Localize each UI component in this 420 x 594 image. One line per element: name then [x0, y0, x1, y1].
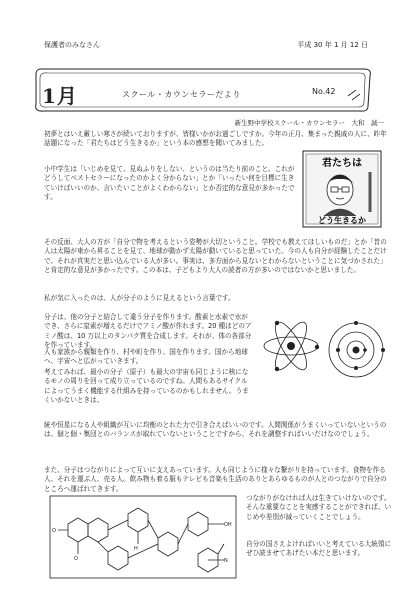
- svg-text:OH: OH: [224, 522, 232, 528]
- paragraph-family: 人も家族から親類を作り、村や町を作り、国を作ります。国から地球へ、宇宙へと広がっていきます。: [44, 348, 248, 366]
- book-title-bottom: どう生きるか: [318, 215, 366, 225]
- paragraph-adults: その反面、大人の方が「自分で物を考えるという姿勢が大切ということ。学校でも教えてほしいものだ」とか「昔の人は太陽が東から昇ることを見て、地球が動かず太陽が動いていると思っていた。今の人も自分が経験したことだけで、それが真実だと思い込んでいる人が多い。事実は、多方面から見ないとわからないということに気づかされた」と肯定的な意見が多かったです。この本は、子どもより大人の読者の方が多いのではないかと思いました。: [44, 238, 387, 274]
- issue-number: No.42: [312, 87, 336, 96]
- author-byline: 新生野中学校スクール・カウンセラー 大和 誠一: [234, 119, 384, 127]
- book-cover-illustration: [302, 150, 382, 228]
- paragraph-intro: 初夢とはいえ厳しい寒さが続いておりますが、皆様いかがお過ごしですか。今年の正月、集まった親戚の人に、昨年話題になった「君たちはどう生きるか」という本の感想を聞いてみました。: [44, 130, 387, 148]
- svg-text:O: O: [52, 528, 56, 534]
- orbit-illustration: [327, 321, 385, 379]
- paragraph-balance: 統や恒星になる人や組織が互いに均衡のとれた力で引き合えばいいのです。人間関係がうまくいっていないというのは、個と個・集団とのバランスが取れていないということですから、それを調整すればいいだけなのでしょう。: [44, 421, 387, 439]
- recipient-line: 保護者のみなさん: [44, 41, 100, 49]
- paragraph-president: 自分の国さえよければいいと考えている大統領にぜひ読ませてあげたい本だと思います。: [246, 540, 392, 558]
- chemical-structure-illustration: [48, 494, 238, 580]
- paragraph-no-bullying: つながりがなければ人は生きていけないのです。そんな重要なことを実感することができれば、いじめや差別が減っていくことでしょう。: [246, 494, 392, 521]
- paragraph-students: 小中学生は「いじめを見て、見ぬふりをしない、というのは当たり前のこと。これがどうしてベストセラーになったのかよく分からない」とか「いったい何を目標に生きていけばいいのか、言いたいことがよくわからない」とか否定的な意見が多かったです。: [44, 165, 295, 201]
- paragraph-molecule: 私が気に入ったのは、人が分子のように見えるという言葉です。: [44, 294, 235, 302]
- paragraph-amino: 分子は、他の分子と結合して違う分子を作ります。酸素と水素で水ができ、さらに窒素が増えるだけでアミノ酸が作れます。20 種ほどのアミノ酸は、10 万以上のタンパク質を合成します。それが、体の各部分を作っています。: [44, 313, 252, 349]
- paragraph-connection: また、分子はつながりによって互いに支えあっています。人も同じように様々な繋がりを持っています。食物を作る人、それを運ぶ人、売る人。飲み物も着る服もテレビも音楽も生活のありとあらゆるものが人とのつながりで自分のところへ運ばれてきます。: [44, 466, 387, 493]
- newsletter-title: スクール・カウンセラーだより: [122, 90, 241, 99]
- svg-text:O: O: [74, 556, 78, 562]
- svg-text:H: H: [134, 546, 138, 552]
- decoration-icon: [348, 90, 360, 100]
- svg-text:N: N: [224, 558, 228, 564]
- book-title-top: 君たちは: [322, 158, 362, 169]
- month-label: 1月: [42, 84, 78, 108]
- issue-date: 平成 30 年 1 月 12 日: [297, 41, 368, 49]
- atom-illustration: [262, 317, 320, 375]
- paragraph-universe: 考えてみれば、最小の分子（原子）も最大の宇宙も同じように核になるモノの周りを回って成り立っているのですね。人間もあるサイクルによってうまく機能する仕組みを持っているのかもしれません。うまくいかないときは、: [44, 368, 249, 404]
